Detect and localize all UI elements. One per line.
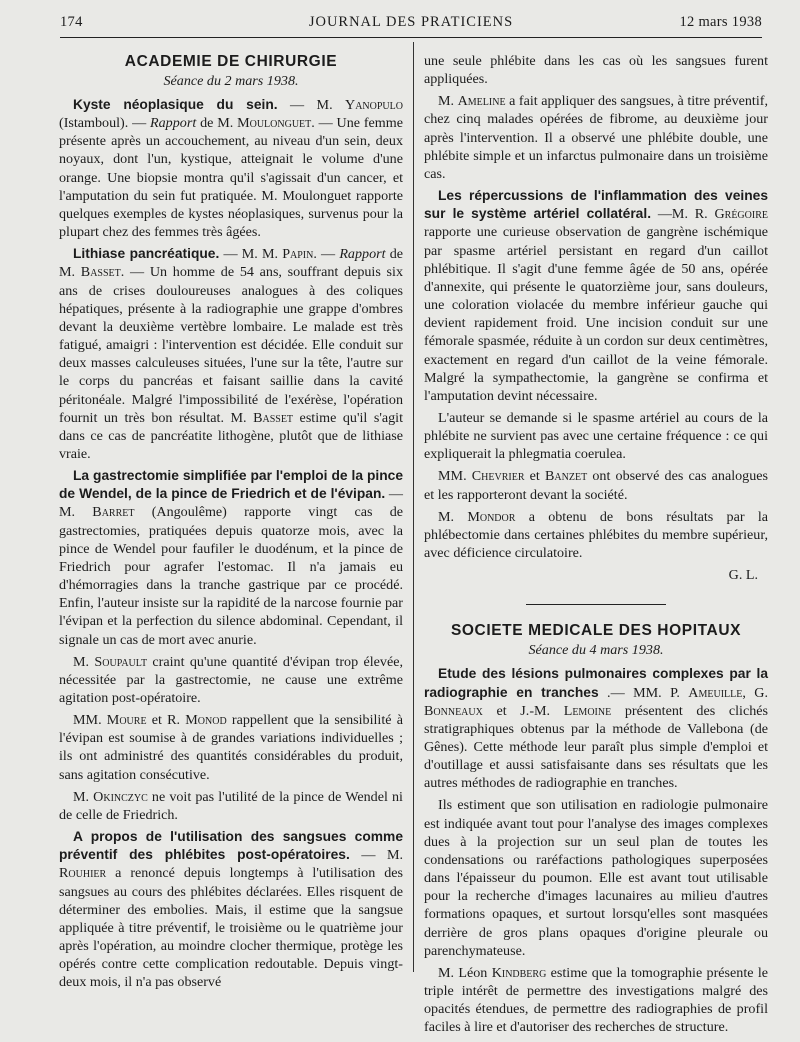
text: a obtenu de bons résultats par la phlébectomie dans certaines phlébites du membre supérieur, avec déficience circulatoire. [424, 508, 768, 562]
paragraph [424, 92, 768, 183]
section-divider [526, 604, 666, 605]
text: , G. [742, 684, 768, 701]
author-name: Moulonguet [237, 115, 312, 132]
text: ont observé des cas analogues et les rapporteront devant la société. [424, 468, 769, 503]
text: rapporte une curieuse observation de gangrène ischémique par spasme artériel persistant en regard d'un caillot phlébitique. Il s'agit d'une femme âgée de 50 ans, opérée d'annexite, qui présente le quatorzième jour, sans douleurs, une coloration violacée du membre inférieur gauche qui devient rapidement froid. Une incision conduit sur une fémorale spasmée, réduite à un cordon sur deux centimètres, exactement en regard d'un caillot de la veine fémorale. Malgré la sympathectomie, la gangrène se confirma et l'amputation devint nécessaire. [424, 224, 768, 404]
header-rule [60, 37, 762, 38]
text: . — [313, 246, 340, 263]
text: — M. [277, 97, 346, 113]
paragraph [424, 467, 768, 503]
section-title-academie: ACADEMIE DE CHIRURGIE [124, 53, 338, 70]
paragraph [59, 711, 403, 784]
column-rule [413, 42, 414, 972]
text: — M. [59, 486, 403, 521]
text: —M. R. [651, 206, 715, 223]
text: MM. [438, 468, 472, 485]
text: et [524, 468, 546, 485]
continued-text: une seule phlébite dans les cas où les sangsues furent appliquées. [424, 53, 768, 88]
article-title: Kyste néoplasique du sein. [73, 97, 278, 112]
text: (Angoulême) rapporte vingt cas de gastrectomies, pratiquées depuis quatorze mois, avec la pince de Wendel pour faufiler le duodénum, et la pince de Friedrich pour agrafer l'estomac. Il n'a jamais eu d'hémorragies dans la tranche gastrique par ce procédé. Enfin, l'auteur insiste sur la rapidité de la narcose fournie par l'évipan et la perfection du silence abdominal. Cependant, il signale un cas de mort avec anurie. [59, 504, 403, 648]
article-lithiase [59, 245, 403, 463]
author-name: Papin [282, 246, 314, 263]
issue-date: 12 mars 1938 [679, 14, 762, 30]
article-title: La gastrectomie simplifiée par l'emploi de la pince de Wendel, de la pince de Friedrich et de l'évipan. [59, 468, 403, 502]
page-number: 174 [60, 14, 83, 30]
text: craint qu'une quantité d'évipan trop élevée, nécessitée par la gastrectomie, ne cause une extrême agitation post-opératoire. [59, 653, 403, 706]
paragraph [59, 788, 403, 824]
rapport-label: Rapport [339, 246, 386, 263]
text: . — Une femme présente après un accouchement, au niveau d'un sein, deux noyaux, dont l'un, kystique, atteignait le volume d'une orange. Une biopsie montra qu'il s'agissait d'un cancer, et l'amputation du sein fut pratiquée. M. Moulonguet rapporte quelques exemples de kystes néoplasiques, survenus pour la plupart chez des femmes très âgées. [59, 115, 403, 241]
rapport-label: Rapport [150, 115, 197, 132]
text: — M. M. [219, 246, 283, 263]
text: M. Léon [438, 964, 492, 981]
article-repercussions [424, 187, 768, 405]
author-name: Rouhier [59, 865, 107, 882]
author-name: Yanopulo [345, 97, 403, 113]
author-name: Chevrier [471, 468, 525, 485]
paragraph [59, 653, 403, 707]
text: estime que la tomographie présente le triple intérêt de permettre des investigations malgré des opacités étendues, de permettre des radiographies de profil faciles à lire et d'autoriser des recherches de structure. [424, 964, 768, 1036]
text: ne voit pas l'utilité de la pince de Wendel ni de celle de Friedrich. [59, 788, 403, 823]
text: a renoncé depuis longtemps à l'utilisation des sangsues au cours des phlébites déclarées. Elles risquent de déterminer des embolies. Mais, il estime que la sangsue appliquée à titre préventif, le troisième ou le quatrième jour après l'opération, au moindre clocher thermique, protège les opérés contre cette complication redoutable. Depuis vingt-deux mois, il n'a pas observé [59, 865, 403, 991]
text: a fait appliquer des sangsues, à titre préventif, chez cinq malades opérées de fibrome, au deuxième jour après l'intervention. Il a observé une phlébite double, une phlébite simple et un infarctus pulmonaire dans un troisième cas. [424, 93, 768, 182]
author-name: Basset [80, 264, 121, 281]
text: de M. [196, 115, 238, 132]
author-name: Okinczyc [93, 788, 148, 805]
text: MM. [73, 712, 107, 729]
article-gastrectomie [59, 467, 403, 649]
article-sangsues [59, 828, 403, 991]
text: M. [73, 788, 94, 805]
text: .— MM. P. [598, 684, 689, 701]
text: M. [73, 653, 95, 670]
paragraph [424, 964, 768, 1037]
author-name: Bonneaux [424, 702, 483, 719]
author-name: Mondor [467, 508, 516, 525]
text: M. [438, 508, 468, 525]
running-head [60, 14, 762, 36]
article-title: Etude des lésions pulmonaires complexes par la radiographie en tranches [424, 666, 768, 700]
article-title: Les répercussions de l'inflammation des veines sur le système artériel collatéral. [424, 188, 768, 222]
author-name: Lemoine [563, 702, 612, 719]
right-column [424, 52, 768, 1041]
author-name: Basset [253, 409, 294, 426]
article-kyste [59, 96, 403, 241]
text: rappellent que la sensibilité à l'évipan est soumise à de grandes variations individuelles ; ils ont administré des quantités considérables du produit, sans agitation consécutive. [59, 712, 403, 783]
author-name: Ameuille [688, 684, 743, 701]
author-name: Barret [92, 504, 135, 521]
text: et J.-M. [482, 702, 564, 719]
author-name: Soupault [94, 653, 148, 670]
paragraph: L'auteur se demande si le spasme artériel au cours de la phlébite ne survient pas avec une certaine fréquence : ce qui expliquerait la phlegmatia coerulea. [424, 409, 768, 463]
article-lesions-pulmonaires [424, 665, 768, 792]
signature: G. L. [728, 567, 758, 584]
left-column [59, 52, 403, 996]
paragraph [424, 508, 768, 562]
paragraph: Ils estiment que son utilisation en radiologie pulmonaire est indiquée avant tout pour l'analyse des images complexes dues à la projection sur un seul plan de toutes les condensations ou raréfactions pathologiques superposées dans l'épaisseur du poumon. Elle est avant tout utilisable pour la recherche d'images lacunaires au milieu d'autres formations opaques, et surtout lorsqu'elles sont masquées derrière de gros plans opaques d'origine pleurale ou parenchymateuse. [424, 797, 768, 959]
seance-date: Séance du 4 mars 1938. [528, 642, 664, 659]
text: de M. [59, 246, 403, 281]
section-title-societe: SOCIETE MEDICALE DES HOPITAUX [450, 622, 742, 640]
author-name: Moure [106, 712, 147, 729]
author-name: Grégoire [714, 206, 768, 223]
article-title: Lithiase pancréatique. [73, 246, 220, 262]
author-name: Monod [185, 712, 227, 729]
article-title: A propos de l'utilisation des sangsues comme préventif des phlébites post-opératoires. [59, 829, 403, 863]
author-name: Banzet [545, 468, 588, 485]
text: estime qu'il s'agit dans ce cas de pancréatite lithogène, plutôt que de lithiase vraie. [59, 409, 403, 462]
text: M. [438, 93, 458, 110]
author-name: Kindberg [491, 964, 547, 981]
text: — M. [349, 847, 403, 864]
author-name: Ameline [457, 93, 506, 110]
journal-title: JOURNAL DES PRATICIENS [308, 14, 514, 30]
seance-date: Séance du 2 mars 1938. [163, 73, 299, 89]
text: (Istamboul). — [59, 115, 151, 132]
text: présentent des clichés stratigraphiques obtenus par la méthode de Vallebona (de Gênes). Cette méthode leur paraît plus simple d'emploi et d'outillage et aussi satisfaisante dans ses résultats que les autres méthodes de radiographie en tranches. [424, 702, 768, 792]
text: . — Un homme de 54 ans, souffrant depuis six ans de crises douloureuses analogues à des coliques hépatiques, présente à la radiographie une grappe d'ombres devant la deuxième vertèbre lombaire. Le malade est très fatigué, amaigri : l'intervention est décidée. Elle conduit sur deux masses calculeuses situées, l'une sur la tête, l'autre sur le corps du pancréas et faisant saillie dans la cavité péritonéale. Malgré l'impossibilité de l'exérèse, l'opération fournit un très bon résultat. M. [59, 264, 403, 426]
text: et R. [146, 712, 186, 729]
